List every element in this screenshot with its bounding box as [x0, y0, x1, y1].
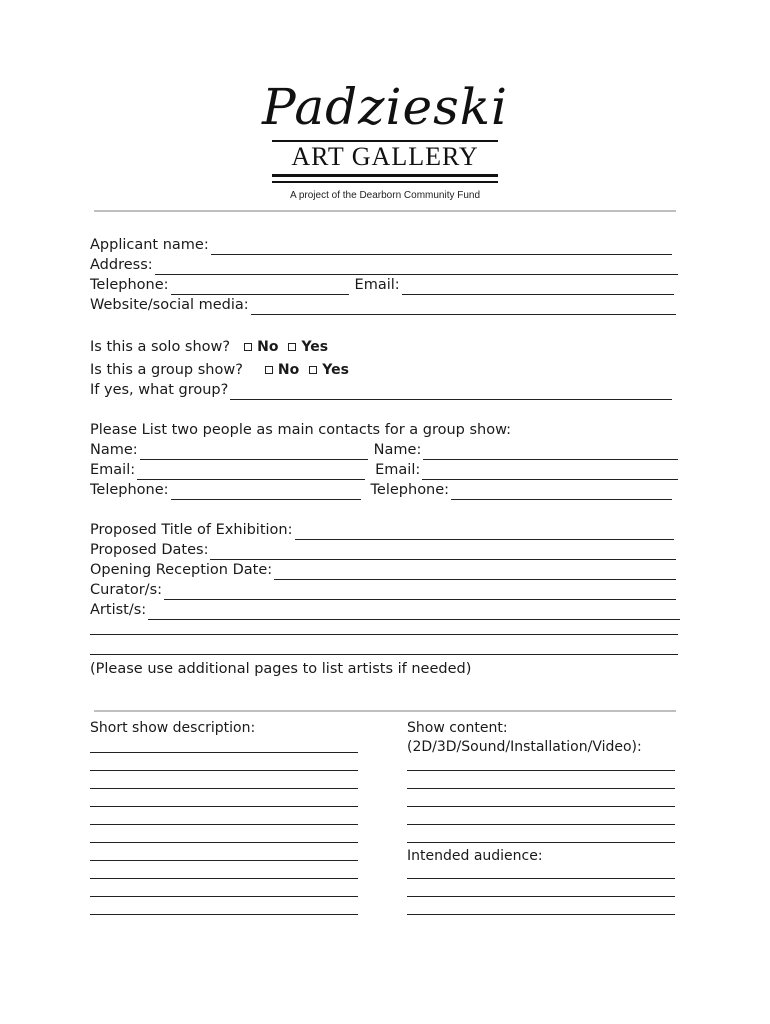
group-name-question: If yes, what group?: [90, 382, 229, 398]
address-row: [90, 255, 680, 275]
checkbox-icon[interactable]: [288, 343, 296, 351]
artists-extra-line-2[interactable]: [90, 654, 678, 655]
section-divider: [94, 710, 676, 712]
show-content-types: (2D/3D/Sound/Installation/Video):: [407, 739, 642, 755]
contact2-telephone-field[interactable]: [451, 485, 672, 500]
intended-audience-line[interactable]: [407, 914, 675, 915]
exhibition-title-label: Proposed Title of Exhibition:: [90, 522, 293, 538]
logo-script-text: Padzieski: [261, 78, 509, 136]
logo-rule-bottom-thin: [272, 181, 498, 183]
telephone-field[interactable]: [171, 280, 349, 295]
reception-date-field[interactable]: [274, 565, 676, 580]
intended-audience-line[interactable]: [407, 878, 675, 879]
group-name-field[interactable]: [230, 385, 672, 400]
contact-emails-row: [90, 460, 680, 480]
short-description-line[interactable]: [90, 842, 358, 843]
solo-yes-option[interactable]: [288, 337, 328, 357]
artists-field[interactable]: [148, 605, 680, 620]
curators-field[interactable]: [164, 585, 676, 600]
show-content-label: Show content:: [407, 720, 508, 736]
group-name-row: [90, 380, 680, 400]
show-content-line[interactable]: [407, 842, 675, 843]
contact-telephones-row: [90, 480, 680, 500]
group-show-question: Is this a group show?: [90, 362, 243, 378]
short-description-line[interactable]: [90, 788, 358, 789]
contact2-email-label: Email:: [375, 462, 421, 478]
logo-gallery-text: ART GALLERY: [291, 142, 479, 171]
show-content-line[interactable]: [407, 806, 675, 807]
show-content-line[interactable]: [407, 824, 675, 825]
telephone-label: Telephone:: [90, 277, 169, 293]
show-content-line[interactable]: [407, 788, 675, 789]
artists-label: Artist/s:: [90, 602, 147, 618]
contacts-heading-row: [90, 420, 680, 440]
email-field[interactable]: [402, 280, 674, 295]
exhibition-title-row: [90, 520, 680, 540]
reception-date-label: Opening Reception Date:: [90, 562, 273, 578]
contact2-telephone-label: Telephone:: [370, 482, 450, 498]
checkbox-icon[interactable]: [244, 343, 252, 351]
contact1-name-field[interactable]: [140, 445, 368, 460]
contact2-name-label: Name:: [373, 442, 422, 458]
applicant-name-label: Applicant name:: [90, 237, 209, 253]
solo-yes-label: Yes: [301, 339, 329, 355]
website-field[interactable]: [251, 300, 676, 315]
logo-rule-bottom-thick: [272, 174, 498, 177]
contacts-heading: Please List two people as main contacts for a group show:: [90, 422, 512, 438]
short-description-line[interactable]: [90, 896, 358, 897]
short-description-label: Short show description:: [90, 720, 256, 736]
short-description-line[interactable]: [90, 752, 358, 753]
short-description-line[interactable]: [90, 860, 358, 861]
contact1-name-label: Name:: [90, 442, 138, 458]
solo-show-question: Is this a solo show?: [90, 339, 231, 355]
applicant-name-row: [90, 235, 680, 255]
solo-no-label: No: [257, 339, 279, 355]
show-content-line[interactable]: [407, 770, 675, 771]
group-yes-label: Yes: [322, 362, 349, 378]
tagline: A project of the Dearborn Community Fund: [289, 190, 481, 201]
short-description-line[interactable]: [90, 806, 358, 807]
group-show-row: [90, 360, 680, 380]
checkbox-icon[interactable]: [309, 366, 317, 374]
solo-show-row: [90, 337, 680, 357]
contact2-email-field[interactable]: [422, 465, 678, 480]
contact2-name-field[interactable]: [423, 445, 678, 460]
intended-audience-line[interactable]: [407, 896, 675, 897]
artists-extra-line-1[interactable]: [90, 634, 678, 635]
exhibition-title-field[interactable]: [295, 525, 675, 540]
contact1-email-label: Email:: [90, 462, 136, 478]
curators-label: Curator/s:: [90, 582, 163, 598]
solo-no-option[interactable]: [244, 337, 278, 357]
website-row: [90, 295, 680, 315]
short-description-line[interactable]: [90, 914, 358, 915]
short-description-line[interactable]: [90, 770, 358, 771]
address-field[interactable]: [155, 260, 678, 275]
address-label: Address:: [90, 257, 153, 273]
group-no-label: No: [277, 362, 300, 378]
email-label: Email:: [354, 277, 400, 293]
short-description-line[interactable]: [90, 824, 358, 825]
contact1-telephone-field[interactable]: [171, 485, 361, 500]
contact1-telephone-label: Telephone:: [90, 482, 169, 498]
artists-note: (Please use additional pages to list artists if needed): [90, 661, 472, 677]
reception-date-row: [90, 560, 680, 580]
proposed-dates-label: Proposed Dates:: [90, 542, 209, 558]
telephone-email-row: [90, 275, 680, 295]
header-divider: [94, 210, 676, 212]
contact-names-row: [90, 440, 680, 460]
intended-audience-label: Intended audience:: [407, 848, 543, 864]
checkbox-icon[interactable]: [265, 366, 273, 374]
artists-row: [90, 600, 680, 620]
proposed-dates-row: [90, 540, 680, 560]
website-label: Website/social media:: [90, 297, 249, 313]
contact1-email-field[interactable]: [137, 465, 365, 480]
group-yes-option[interactable]: [309, 360, 349, 380]
applicant-name-field[interactable]: [211, 240, 672, 255]
curators-row: [90, 580, 680, 600]
group-no-option[interactable]: [265, 360, 299, 380]
artists-note-row: [90, 659, 680, 679]
proposed-dates-field[interactable]: [210, 545, 676, 560]
short-description-line[interactable]: [90, 878, 358, 879]
